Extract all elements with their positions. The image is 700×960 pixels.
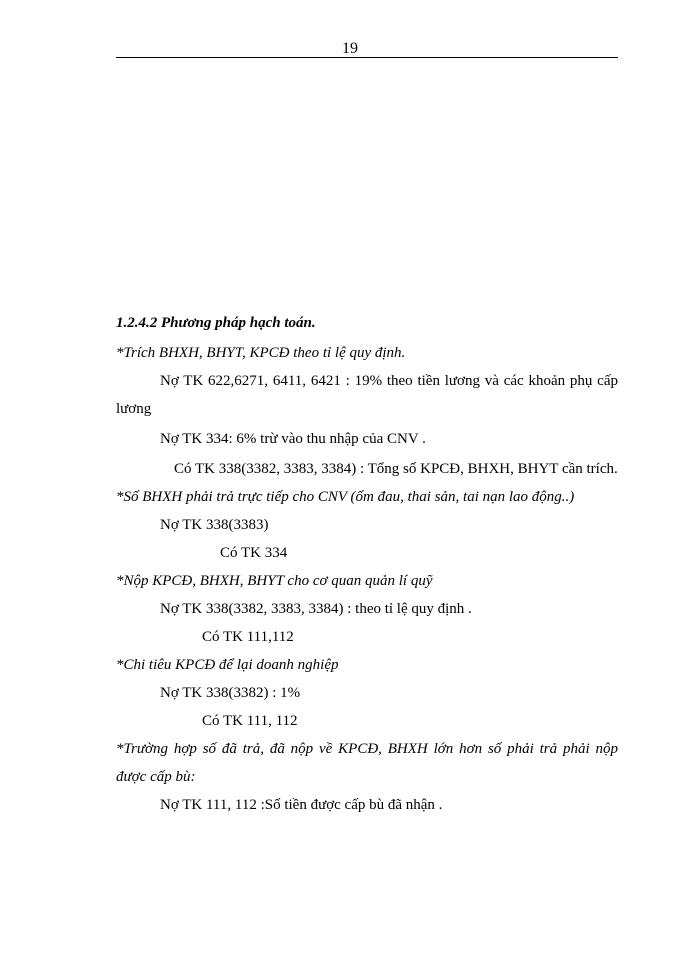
section-heading: 1.2.4.2 Phương pháp hạch toán.	[116, 315, 316, 331]
note-compensation-case: *Trường hợp số đã trả, đã nộp về KPCĐ, BHXH lớn hơn số phải trả phải nộp được cấp bù:	[116, 741, 618, 785]
document-body	[116, 309, 618, 819]
entry-credit-111-112: Có TK 111,112	[202, 629, 294, 645]
entry-credit-111-112-b: Có TK 111, 112	[202, 713, 298, 729]
entry-debit-expense-accounts: Nợ TK 622,6271, 6411, 6421 : 19% theo tiền lương và các khoản phụ cấp lương	[116, 373, 618, 417]
entry-debit-338-3382: Nợ TK 338(3382) : 1%	[160, 685, 301, 701]
entry-debit-334: Nợ TK 334: 6% trừ vào thu nhập của CNV .	[160, 431, 426, 447]
note-direct-bhxh-payment: *Số BHXH phải trả trực tiếp cho CNV (ốm đau, thai sản, tai nạn lao động..)	[116, 489, 575, 505]
header-rule	[116, 57, 618, 58]
note-pay-to-fund-agency: *Nộp KPCĐ, BHXH, BHYT cho cơ quan quản lí quỹ	[116, 573, 433, 589]
note-kpcd-spending: *Chi tiêu KPCĐ để lại doanh nghiệp	[116, 657, 339, 673]
entry-debit-338-3383: Nợ TK 338(3383)	[160, 517, 269, 533]
entry-debit-111-112: Nợ TK 111, 112 :Số tiền được cấp bù đã nhận .	[160, 797, 443, 813]
page-number: 19	[342, 40, 358, 57]
note-contribution-rates: *Trích BHXH, BHYT, KPCĐ theo tỉ lệ quy định.	[116, 345, 406, 361]
entry-credit-338: Có TK 338(3382, 3383, 3384) : Tổng số KPCĐ, BHXH, BHYT cần trích.	[174, 461, 618, 477]
entry-credit-334: Có TK 334	[220, 545, 288, 561]
entry-debit-338-all: Nợ TK 338(3382, 3383, 3384) : theo tỉ lệ quy định .	[160, 601, 472, 617]
